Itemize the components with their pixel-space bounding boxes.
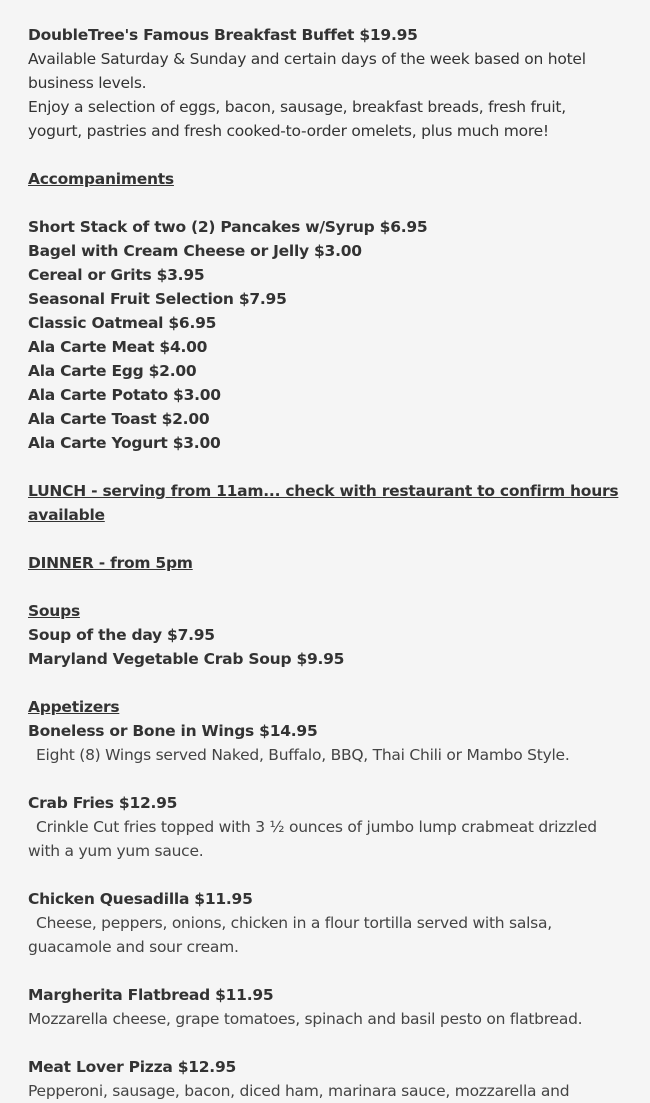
accompaniment-item: Ala Carte Potato $3.00 <box>28 386 221 404</box>
soups-heading: Soups <box>28 602 80 620</box>
menu-content <box>28 23 624 1103</box>
appetizer-description: Cheese, peppers, onions, chicken in a flour tortilla served with salsa, guacamole and sour cream. <box>28 914 552 956</box>
soup-item: Soup of the day $7.95 <box>28 626 215 644</box>
appetizer-title: Boneless or Bone in Wings $14.95 <box>28 722 318 740</box>
appetizer-title: Meat Lover Pizza $12.95 <box>28 1058 237 1076</box>
accompaniment-item: Bagel with Cream Cheese or Jelly $3.00 <box>28 242 362 260</box>
breakfast-availability: Available Saturday & Sunday and certain days of the week based on hotel business levels. <box>28 50 586 92</box>
appetizer-description: Crinkle Cut fries topped with 3 ½ ounces of jumbo lump crabmeat drizzled with a yum yum sauce. <box>28 818 597 860</box>
accompaniment-item: Ala Carte Meat $4.00 <box>28 338 208 356</box>
spacer <box>28 143 624 167</box>
accompaniment-item: Cereal or Grits $3.95 <box>28 266 205 284</box>
soup-item: Maryland Vegetable Crab Soup $9.95 <box>28 650 345 668</box>
accompaniment-item: Classic Oatmeal $6.95 <box>28 314 217 332</box>
accompaniment-item: Seasonal Fruit Selection $7.95 <box>28 290 287 308</box>
appetizers-heading: Appetizers <box>28 698 120 716</box>
spacer <box>28 455 624 479</box>
appetizer-title: Crab Fries $12.95 <box>28 794 178 812</box>
appetizer-description: Eight (8) Wings served Naked, Buffalo, BBQ, Thai Chili or Mambo Style. <box>36 746 570 764</box>
spacer <box>28 527 624 551</box>
spacer <box>28 767 624 791</box>
spacer <box>28 1031 624 1055</box>
spacer <box>28 191 624 215</box>
accompaniment-item: Short Stack of two (2) Pancakes w/Syrup $6.95 <box>28 218 428 236</box>
appetizer-title: Margherita Flatbread $11.95 <box>28 986 274 1004</box>
lunch-heading: LUNCH - serving from 11am... check with restaurant to confirm hours available <box>28 482 619 524</box>
dinner-heading: DINNER - from 5pm <box>28 554 193 572</box>
accompaniment-item: Ala Carte Yogurt $3.00 <box>28 434 221 452</box>
spacer <box>28 863 624 887</box>
accompaniment-item: Ala Carte Egg $2.00 <box>28 362 197 380</box>
spacer <box>28 575 624 599</box>
appetizer-title: Chicken Quesadilla $11.95 <box>28 890 253 908</box>
accompaniments-heading: Accompaniments <box>28 170 174 188</box>
accompaniment-item: Ala Carte Toast $2.00 <box>28 410 210 428</box>
breakfast-description: Enjoy a selection of eggs, bacon, sausage, breakfast breads, fresh fruit, yogurt, pastries and fresh cooked-to-order omelets, plus much more! <box>28 98 566 140</box>
appetizer-description: Mozzarella cheese, grape tomatoes, spinach and basil pesto on flatbread. <box>28 1010 583 1028</box>
spacer <box>28 671 624 695</box>
spacer <box>28 959 624 983</box>
breakfast-buffet-title: DoubleTree's Famous Breakfast Buffet $19.95 <box>28 26 418 44</box>
appetizer-description: Pepperoni, sausage, bacon, diced ham, marinara sauce, mozzarella and <box>28 1082 570 1100</box>
